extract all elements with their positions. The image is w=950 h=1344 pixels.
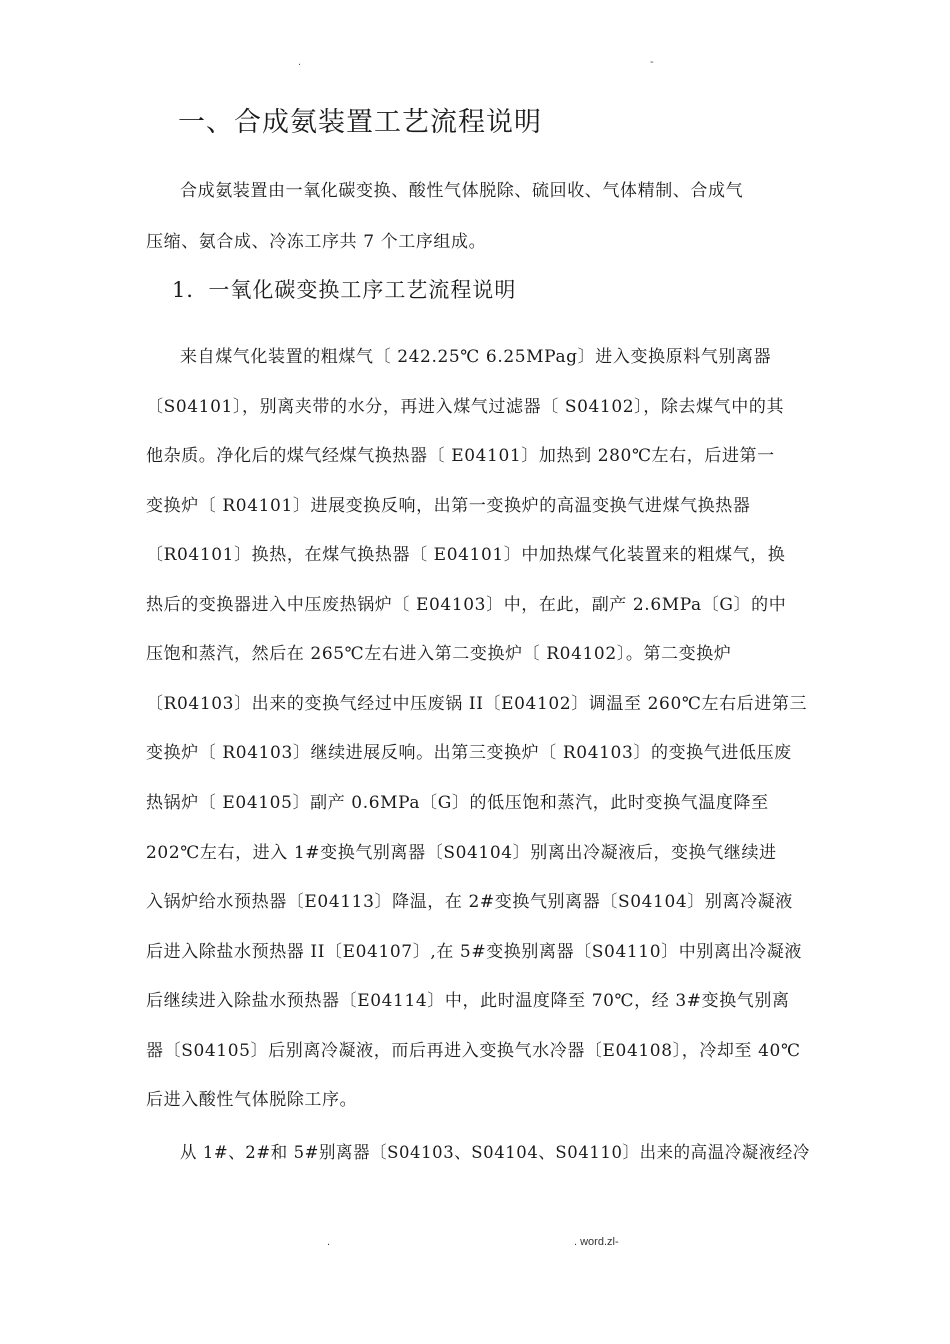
body-line: 入锅炉给水预热器〔E04113〕降温，在 2#变换气别离器〔S04104〕别离冷凝液 bbox=[146, 892, 793, 912]
body-line: 变换炉〔 R04103〕继续进展反响。出第三变换炉〔 R04103〕的变换气进低压废 bbox=[146, 743, 792, 763]
body-line: 变换炉〔 R04101〕进展变换反响，出第一变换炉的高温变换气进煤气换热器 bbox=[146, 496, 751, 516]
body-line: 202℃左右，进入 1#变换气别离器〔S04104〕别离出冷凝液后，变换气继续进 bbox=[146, 843, 777, 863]
body-line: 他杂质。净化后的煤气经煤气换热器〔 E04101〕加热到 280℃左右，后进第一 bbox=[146, 446, 775, 466]
page-title: 一、合成氨装置工艺流程说明 bbox=[178, 107, 542, 138]
header-left-mark: . bbox=[298, 56, 302, 68]
intro-line-2: 压缩、氨合成、冷冻工序共 7 个工序组成。 bbox=[146, 232, 487, 252]
section-title: 1．一氧化碳变换工序工艺流程说明 bbox=[172, 278, 517, 302]
body-line-continued: 从 1#、2#和 5#别离器〔S04103、S04104、S04110〕出来的高温冷凝液经冷 bbox=[180, 1143, 810, 1163]
body-line: 〔R04103〕出来的变换气经过中压废锅 II〔E04102〕调温至 260℃左右后进第三 bbox=[146, 694, 808, 714]
body-line: 热后的变换器进入中压废热锅炉〔 E04103〕中，在此，副产 2.6MPa〔G〕的中 bbox=[146, 595, 787, 615]
body-line: 〔R04101〕换热，在煤气换热器〔 E04101〕中加热煤气化装置来的粗煤气，换 bbox=[146, 545, 786, 565]
footer-text: . word.zl- bbox=[574, 1236, 619, 1248]
body-line: 器〔S04105〕后别离冷凝液，而后再进入变换气水冷器〔E04108〕，冷却至 40℃ bbox=[146, 1041, 801, 1061]
body-line: 〔S04101〕，别离夹带的水分，再进入煤气过滤器〔 S04102〕，除去煤气中的其 bbox=[146, 397, 785, 417]
body-line: 后继续进入除盐水预热器〔E04114〕中，此时温度降至 70℃，经 3#变换气别离 bbox=[146, 991, 790, 1011]
header-right-mark: - bbox=[650, 56, 654, 68]
body-line: 来自煤气化装置的粗煤气〔 242.25℃ 6.25MPag〕进入变换原料气别离器 bbox=[180, 347, 772, 367]
intro-line-1: 合成氨装置由一氧化碳变换、酸性气体脱除、硫回收、气体精制、合成气 bbox=[180, 181, 744, 201]
footer-left-mark: . bbox=[327, 1236, 331, 1248]
body-line: 后进入除盐水预热器 II〔E04107〕,在 5#变换别离器〔S04110〕中别离出冷凝液 bbox=[146, 942, 802, 962]
body-line: 压饱和蒸汽，然后在 265℃左右进入第二变换炉〔 R04102〕。第二变换炉 bbox=[146, 644, 732, 664]
body-line: 热锅炉〔 E04105〕副产 0.6MPa〔G〕的低压饱和蒸汽，此时变换气温度降至 bbox=[146, 793, 769, 813]
body-line: 后进入酸性气体脱除工序。 bbox=[146, 1090, 358, 1110]
